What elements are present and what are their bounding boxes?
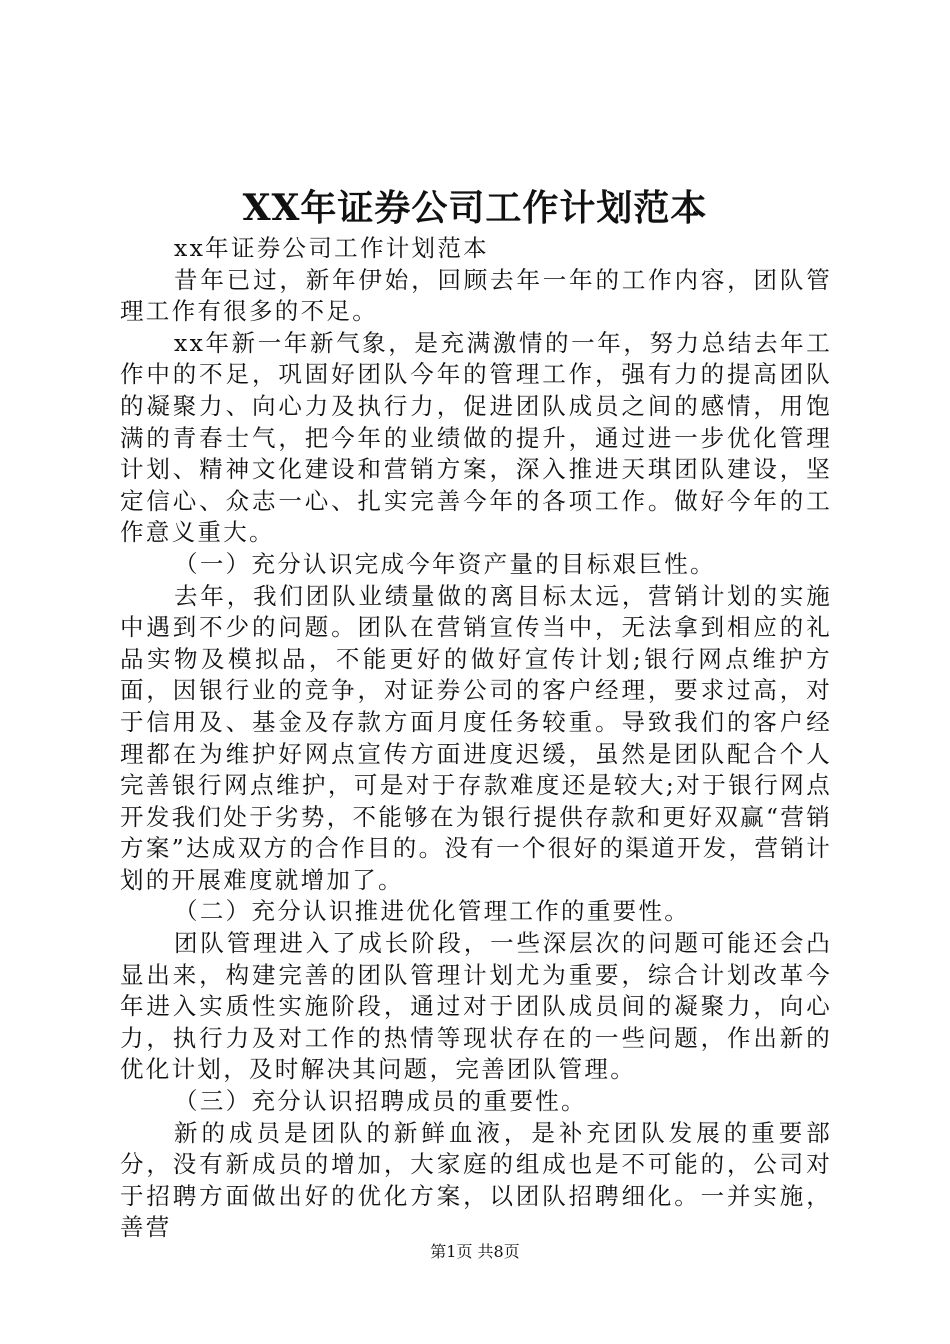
page-footer: 第1页 共8页 (430, 1242, 520, 1261)
paragraph-new-year: xx年新一年新气象，是充满激情的一年，努力总结去年工作中的不足，巩固好团队今年的管理工作，强有力的提高团队的凝聚力、向心力及执行力，促进团队成员之间的感情，用饱满的青春士气，把今年的业绩做的提升，通过进一步优化管理计划、精神文化建设和营销方案，深入推进天琪团队建设，坚定信心、众志一心、扎实完善今年的各项工作。做好今年的工作意义重大。 (120, 328, 832, 547)
section-heading-2: （二）充分认识推进优化管理工作的重要性。 (174, 897, 691, 926)
section-heading-3: （三）充分认识招聘成员的重要性。 (174, 1087, 587, 1116)
section-heading-1: （一）充分认识完成今年资产量的目标艰巨性。 (174, 549, 716, 578)
paragraph-section-3: 新的成员是团队的新鲜血液，是补充团队发展的重要部分，没有新成员的增加，大家庭的组成也是不可能的，公司对于招聘方面做出好的优化方案，以团队招聘细化。一并实施，善营 (120, 1118, 832, 1242)
paragraph-section-1: 去年，我们团队业绩量做的离目标太远，营销计划的实施中遇到不少的问题。团队在营销宣传当中，无法拿到相应的礼品实物及模拟品，不能更好的做好宣传计划;银行网点维护方面，因银行业的竞争，对证券公司的客户经理，要求过高，对于信用及、基金及存款方面月度任务较重。导致我们的客户经理都在为维护好网点宣传方面进度迟缓，虽然是团队配合个人完善银行网点维护，可是对于存款难度还是较大;对于银行网点开发我们处于劣势，不能够在为银行提供存款和更好双赢“营销方案”达成双方的合作目的。没有一个很好的渠道开发，营销计划的开展难度就增加了。 (120, 581, 832, 894)
paragraph-intro: 昔年已过，新年伊始，回顾去年一年的工作内容，团队管理工作有很多的不足。 (120, 265, 832, 326)
paragraph-subtitle: xx年证券公司工作计划范本 (174, 234, 489, 262)
document-title: XX年证券公司工作计划范本 (242, 187, 708, 229)
document-body (120, 233, 832, 1244)
paragraph-section-2: 团队管理进入了成长阶段，一些深层次的问题可能还会凸显出来，构建完善的团队管理计划尤为重要，综合计划改革今年进入实质性实施阶段，通过对于团队成员间的凝聚力，向心力，执行力及对工作的热情等现状存在的一些问题，作出新的优化计划，及时解决其问题，完善团队管理。 (120, 929, 832, 1084)
